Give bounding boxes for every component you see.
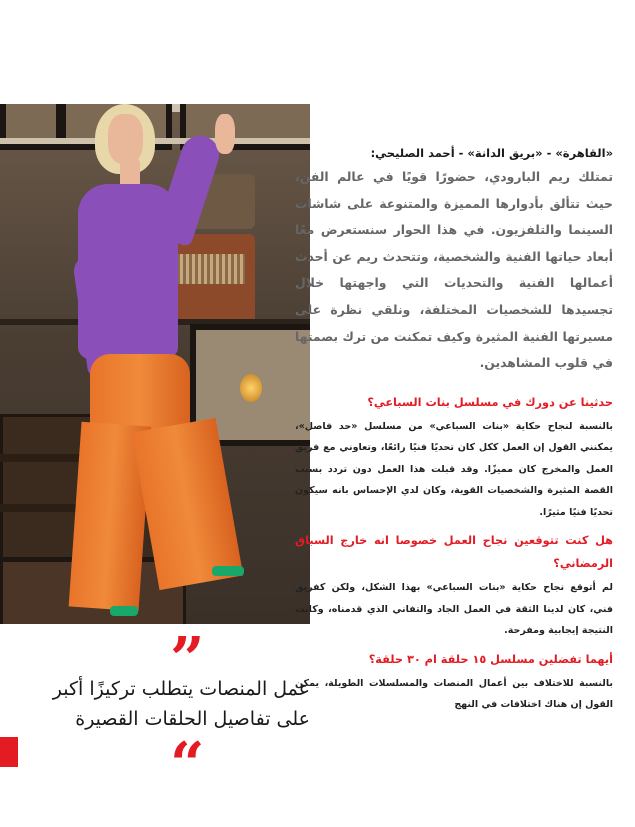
question-1: حدثينا عن دورك في مسلسل بنات السباعي؟ — [367, 395, 613, 409]
answer-1: بالنسبة لنجاح حكاية «بنات السباعي» من مسلسل «حد فاصل»، يمكنني القول إن العمل ككل كان تحديًا فنيًا رائعًا، وتعاوني مع فريق العمل والمخرج كان مميزًا. وقد قبلت هذا العمل دون تردد بسبب القصة المثيرة والشخصيات القوية، وكان لدي الإحساس بانه سيكون تحديًا فنيًا مثيرًا. — [295, 420, 613, 518]
question-3: أيهما تفضلين مسلسل ١٥ حلقة ام ٣٠ حلقة؟ — [368, 652, 613, 666]
byline: «القاهرة» - «بريق الدانة» - أحمد الصليحي: — [370, 146, 613, 160]
answer-3: بالنسبة للاختلاف بين أعمال المنصات والمسلسلات الطويلة، يمكن القول إن هناك اختلافات في النهج — [295, 677, 613, 711]
answer-2: لم أتوقع نجاح حكاية «بنات السباعي» بهذا الشكل، ولكن كفريق فني، كان لدينا الثقة في العمل الجاد والتفاني الذي قدمناه، وكانت النتيجة إيجابية ومفرحة. — [295, 582, 613, 637]
shelf-mid — [0, 138, 310, 144]
portrait-photo — [0, 104, 310, 624]
quote-close-mark: “ — [170, 730, 205, 800]
pull-quote-line-1: عمل المنصات يتطلب تركيزًا أكبر — [52, 678, 310, 700]
face — [108, 114, 143, 164]
intro-block — [295, 164, 613, 377]
article-column — [295, 140, 613, 716]
green-shoe — [110, 606, 138, 616]
quote-open-mark: ” — [170, 625, 205, 695]
hanging-bulb — [240, 374, 262, 402]
pull-quote-line-2: على تفاصيل الحلقات القصيرة — [75, 708, 310, 730]
question-2: هل كنت تتوقعين نجاح العمل خصوصا انه خارج السباق الرمضاني؟ — [295, 534, 613, 571]
green-shoe — [212, 566, 244, 576]
intro-paragraph: تمتلك ريم البارودي، حضورًا قويًا في عالم الفن، حيث تتألق بأدوارها المميزة والمتنوعة على شاشات السينما والتلفزيون. في هذا الحوار سنستعرض معًا أبعاد حياتها الفنية والشخصية، وتتحدث ريم عن أحدث أعمالها الفنية والتحديات التي واجهتها خلال تجسيدها للشخصيات المختلفة، ونلقي نظرة على مسيرتها الفنية المثيرة وكيف تمكنت من ترك بصمتها في قلوب المشاهدين. — [295, 169, 613, 371]
hand — [215, 114, 235, 154]
orange-trousers — [90, 354, 190, 434]
page-edge-tab — [0, 737, 18, 767]
